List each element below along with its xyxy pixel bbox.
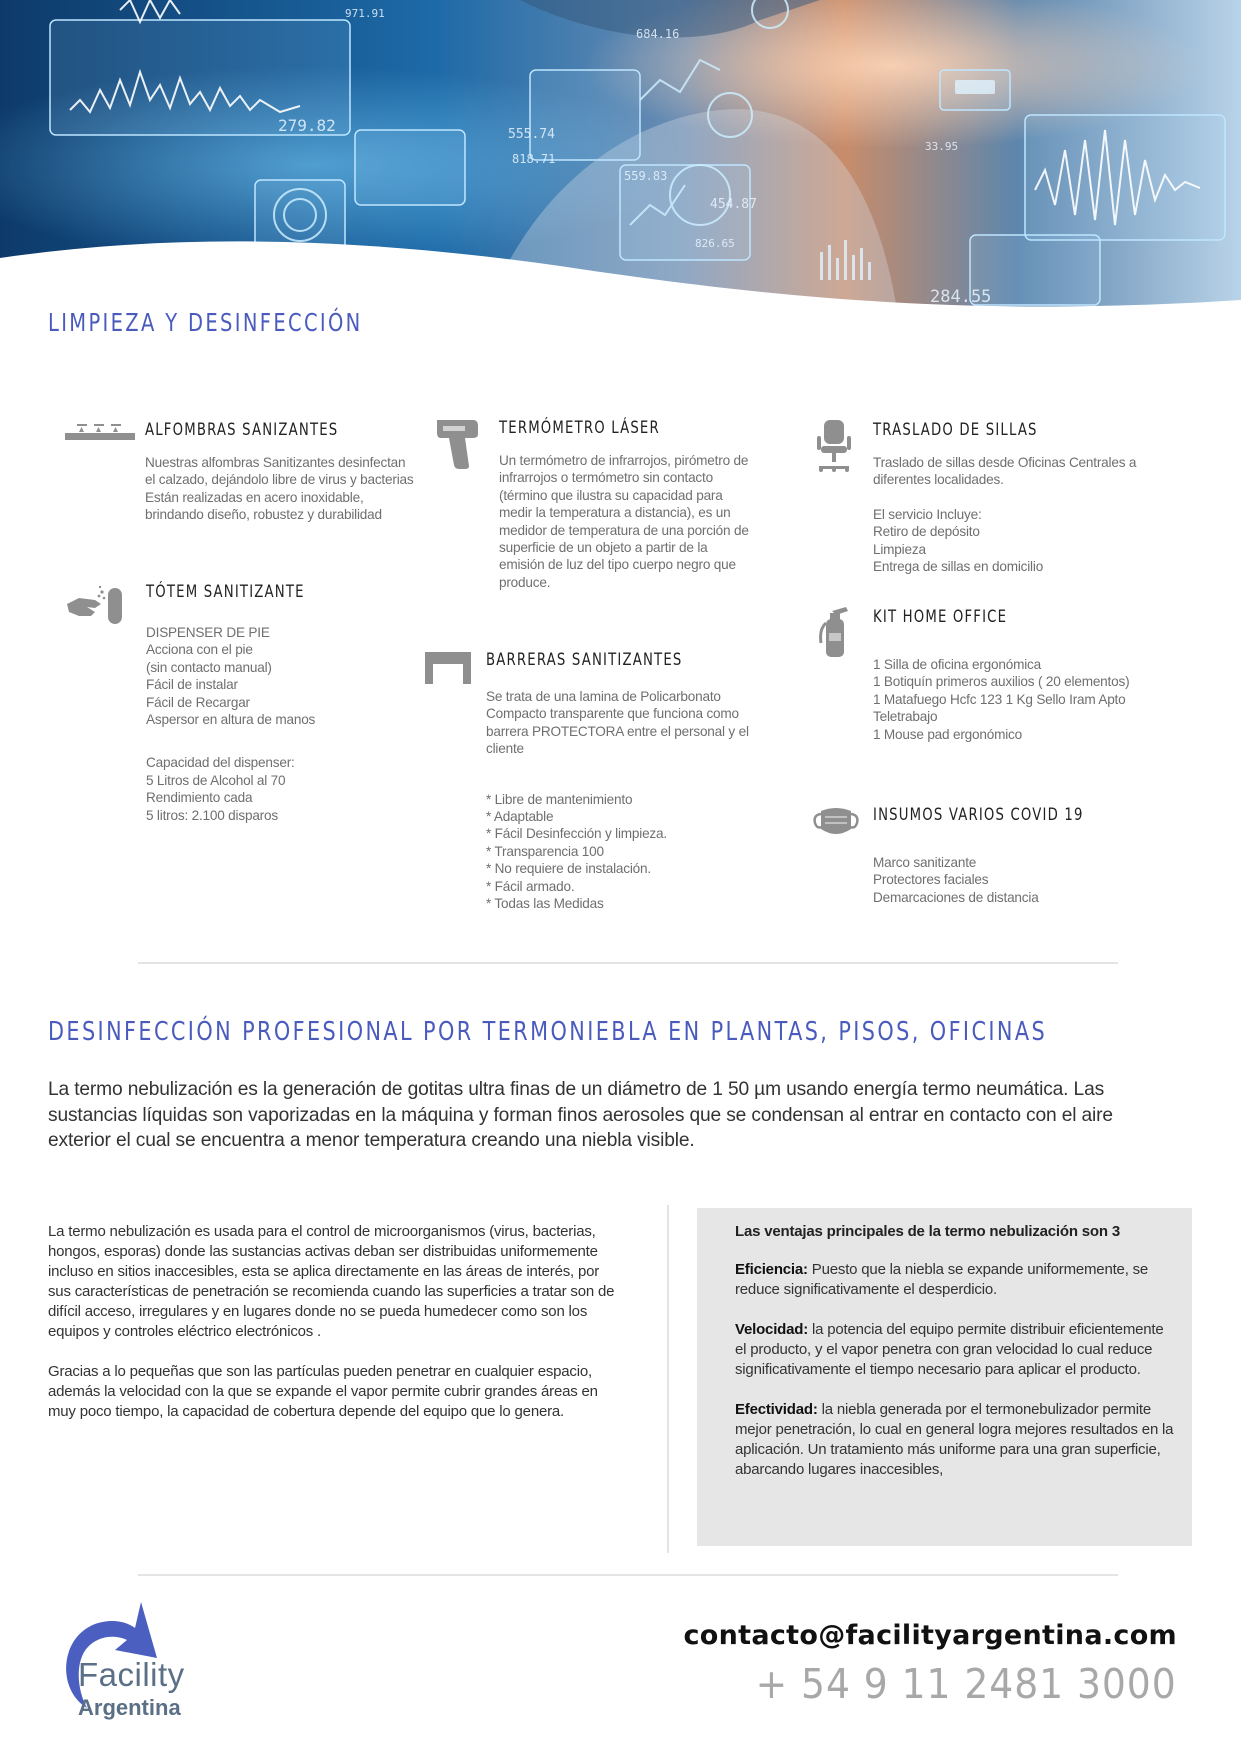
advantage-item <box>735 1260 1174 1300</box>
list-item: Entrega de sillas en domicilio <box>873 559 1044 575</box>
list-item: Fácil de Recargar <box>146 694 250 710</box>
list-item: Retiro de depósito <box>873 524 980 540</box>
advantage-text: la potencia del equipo permite distribuir eficientemente el producto, y el vapor penetra con gran velocidad lo cual reduce significativamente el tiempo necesario para aplicar el producto. <box>735 1321 1164 1378</box>
advantage-text: la niebla generada por el termonebulizador permite mejor penetración, lo cual en general logra mejores resultados en la aplicación. Un tratamiento más uniforme para una gran superficie, abarcando lugares inaccesibles, <box>735 1401 1174 1478</box>
company-logo <box>55 1598 215 1728</box>
list-item: Fácil de instalar <box>146 677 238 693</box>
advantages-box <box>697 1208 1192 1546</box>
logo-text-facility: Facility <box>78 1656 185 1693</box>
section-title-termoniebla: DESINFECCIÓN PROFESIONAL POR TERMONIEBLA EN PLANTAS, PISOS, OFICINAS <box>48 1017 1048 1047</box>
section-title-limpieza: LIMPIEZA Y DESINFECCIÓN <box>48 308 363 337</box>
fire-extinguisher-icon <box>818 607 850 657</box>
logo-text-argentina: Argentina <box>78 1695 181 1720</box>
list-item: (sin contacto manual) <box>146 659 272 675</box>
list-item: Capacidad del dispenser: <box>146 755 295 771</box>
service-title: TERMÓMETRO LÁSER <box>499 418 660 438</box>
advantage-label: Efectividad: <box>735 1401 818 1418</box>
column-separator <box>667 1205 669 1553</box>
hud-value: 559.83 <box>624 169 668 183</box>
list-item: 5 litros: 2.100 disparos <box>146 807 278 823</box>
body-paragraph: La termo nebulización es usada para el control de microorganismos (virus, bacterias, hongos, esporas) donde las sustancias activas deban ser distribuidas uniformemente incluso en sitios inaccesibles, esta se aplica directamente en las áreas de interés, por sus características de penetración se recomienda cuando las superficies a tratar son de difícil acceso, irregulares y en lugares donde no se pueda humedecer como son los equipos y controles eléctrico electrónicos . <box>48 1223 615 1340</box>
office-chair-icon <box>815 420 853 472</box>
list-item: Protectores faciales <box>873 872 989 888</box>
hud-value: 33.95 <box>925 140 959 153</box>
list-item: El servicio Incluye: <box>873 506 982 522</box>
mat-icon <box>65 422 135 442</box>
hud-value: 971.91 <box>345 7 385 20</box>
service-title: KIT HOME OFFICE <box>873 607 1008 627</box>
left-column <box>48 1222 618 1442</box>
contact-phone[interactable]: + 54 9 11 2481 3000 <box>755 1660 1177 1708</box>
hud-value: 684.16 <box>636 27 680 41</box>
list-item: Marco sanitizante <box>873 855 977 870</box>
list-item: 1 Matafuego Hcfc 123 1 Kg Sello Iram Apto Teletrabajo <box>873 691 1126 725</box>
service-description: Nuestras alfombras Sanitizantes desinfectan el calzado, dejándolo libre de virus y bacterias Están realizadas en acero inoxidable, brindando diseño, robustez y durabilidad <box>145 455 414 523</box>
hud-value: 818.71 <box>512 152 556 166</box>
list-item: Aspersor en altura de manos <box>146 712 316 728</box>
service-title: TÓTEM SANITIZANTE <box>146 582 305 602</box>
hand-sanitizer-icon <box>65 582 127 624</box>
list-item: Rendimiento cada <box>146 790 253 806</box>
advantage-label: Eficiencia: <box>735 1261 808 1278</box>
hud-value: 555.74 <box>508 127 555 142</box>
face-mask-icon <box>813 805 859 839</box>
laser-thermometer-icon <box>435 418 479 470</box>
list-item: * Fácil armado. <box>486 878 575 894</box>
intro-paragraph: La termo nebulización es la generación de gotitas ultra finas de un diámetro de 1 50 µm usando energía termo neumática. Las sustancias líquidas son vaporizadas en la máquina y forman finos aerosoles que se condensan al entrar en contacto con el aire exterior el cual se encuentra a menor temperatura creando una niebla visible. <box>48 1079 1113 1151</box>
list-item: * Adaptable <box>486 809 554 825</box>
body-paragraph: Gracias a lo pequeñas que son las partículas pueden penetrar en cualquier espacio, además la velocidad con la que se expande el vapor permite cubrir grandes áreas en muy poco tiempo, la capacidad de cobertura depende del equipo que lo genera. <box>48 1363 598 1420</box>
advantage-item <box>735 1320 1174 1380</box>
hud-value: 284.55 <box>930 287 992 307</box>
hud-value: 279.82 <box>278 116 336 135</box>
list-item: Demarcaciones de distancia <box>873 889 1039 905</box>
list-item: * Libre de mantenimiento <box>486 791 633 807</box>
list-item: DISPENSER DE PIE <box>146 625 270 640</box>
service-title: ALFOMBRAS SANIZANTES <box>145 420 339 440</box>
barrier-icon <box>425 650 471 684</box>
advantage-text: Puesto que la niebla se expande uniformemente, se reduce significativamente el desperdicio. <box>735 1261 1149 1298</box>
footer-divider <box>138 1574 1118 1576</box>
service-description: Un termómetro de infrarrojos, pirómetro de infrarrojos o termómetro sin contacto (término que ilustra su capacidad para medir la temperatura a distancia), es un medidor de temperatura de una porción de superficie de un objeto a partir de la emisión de luz del tipo cuerpo negro que produce. <box>499 453 749 590</box>
list-item: 1 Silla de oficina ergonómica <box>873 657 1041 672</box>
hud-value: 826.65 <box>695 237 735 250</box>
hero-banner <box>0 0 1241 330</box>
list-item: Acciona con el pie <box>146 642 253 658</box>
list-item: * Transparencia 100 <box>486 843 604 859</box>
list-item: 1 Botiquín primeros auxilios ( 20 elementos) <box>873 674 1130 690</box>
list-item: * Fácil Desinfección y limpieza. <box>486 826 667 842</box>
advantage-item <box>735 1400 1174 1480</box>
list-item: * Todas las Medidas <box>486 896 604 912</box>
contact-email[interactable]: contacto@facilityargentina.com <box>683 1620 1177 1651</box>
service-description: Se trata de una lamina de Policarbonato Compacto transparente que funciona como barrera PROTECTORA entre el personal y el cliente <box>486 689 749 757</box>
service-title: TRASLADO DE SILLAS <box>873 420 1038 440</box>
list-item: 5 Litros de Alcohol al 70 <box>146 772 286 788</box>
service-title: BARRERAS SANITIZANTES <box>486 650 683 670</box>
list-item: 1 Mouse pad ergonómico <box>873 726 1023 742</box>
service-description: Traslado de sillas desde Oficinas Centrales a diferentes localidades. <box>873 455 1137 488</box>
hud-value: 454.87 <box>710 197 757 212</box>
list-item: Limpieza <box>873 541 926 557</box>
section-divider <box>138 962 1118 964</box>
advantages-heading: Las ventajas principales de la termo nebulización son 3 <box>735 1223 1120 1240</box>
hero-image <box>0 0 1241 330</box>
advantage-label: Velocidad: <box>735 1321 809 1338</box>
service-title: INSUMOS VARIOS COVID 19 <box>873 805 1084 825</box>
list-item: * No requiere de instalación. <box>486 861 651 877</box>
